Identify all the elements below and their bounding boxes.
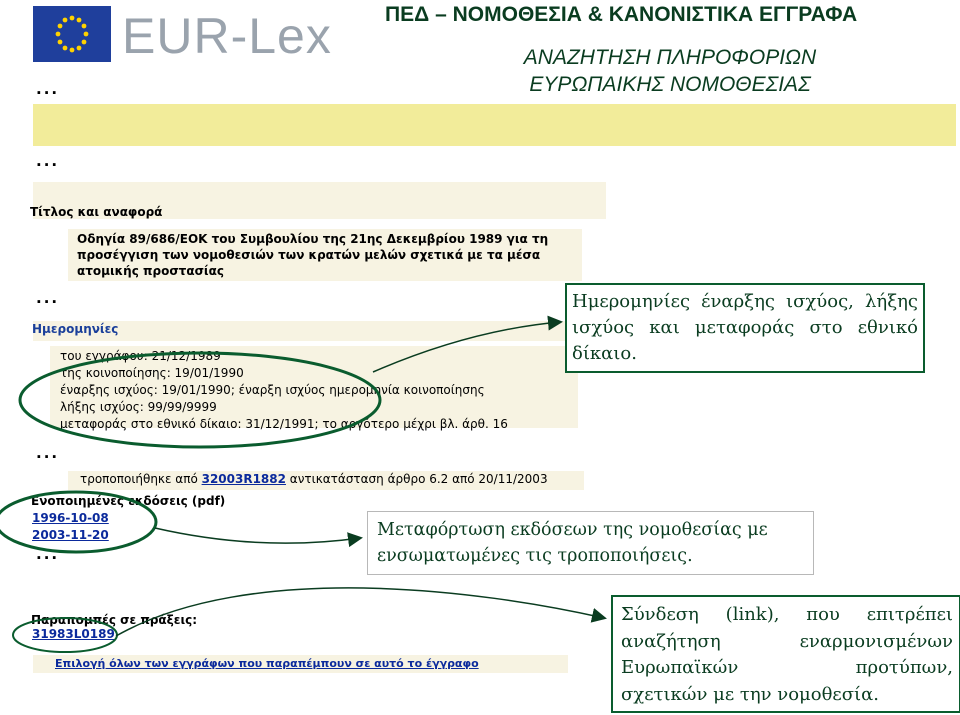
link-callout-line: Ευρωπαϊκών προτύπων, bbox=[621, 657, 953, 678]
eur-lex-logo bbox=[122, 6, 332, 66]
consolidated-link-2003[interactable]: 2003-11-20 bbox=[32, 528, 109, 542]
reference-link[interactable]: 31983L0189 bbox=[32, 627, 115, 641]
subtitle-line-1: ΑΝΑΖΗΤΗΣΗ ΠΛΗΡΟΦΟΡΙΩΝ bbox=[523, 46, 817, 69]
dates-callout-text: Ημερομηνίες έναρξης ισχύος, λήξης ισχύος και μεταφοράς στο εθνικό δίκαιο. bbox=[572, 291, 918, 364]
dates-block bbox=[50, 346, 578, 431]
title-line: ατομικής προστασίας bbox=[77, 264, 224, 278]
eu-flag-icon bbox=[33, 6, 111, 62]
ellipsis: ... bbox=[36, 545, 60, 563]
consolidated-link-1996[interactable]: 1996-10-08 bbox=[32, 511, 109, 525]
link-callout-line: αναζήτηση εναρμονισμένων bbox=[621, 630, 953, 652]
date-notification: της κοινοποίησης: 19/01/1990 bbox=[60, 366, 244, 380]
date-entry-into-force: έναρξης ισχύος: 19/01/1990; έναρξη ισχύος ημερομηνία κοινοποίησης bbox=[60, 383, 485, 397]
logo-text: EUR-Lex bbox=[122, 8, 332, 64]
references-heading: Παραπομπές σε πράξεις: bbox=[31, 613, 198, 627]
dates-callout bbox=[565, 283, 925, 373]
amendment-suffix: αντικατάσταση άρθρο 6.2 από 20/11/2003 bbox=[285, 472, 548, 486]
ellipsis: ... bbox=[36, 80, 60, 98]
consolidated-heading: Ενοποιημένες εκδόσεις (pdf) bbox=[31, 494, 226, 508]
link-callout bbox=[611, 595, 960, 713]
subtitle-line-2: ΕΥΡΩΠΑΙΚΗΣ ΝΟΜΟΘΕΣΙΑΣ bbox=[529, 73, 811, 96]
title-line: Οδηγία 89/686/ΕΟΚ του Συμβουλίου της 21ης Δεκεμβρίου 1989 για τη bbox=[77, 232, 549, 246]
ellipsis: ... bbox=[36, 289, 60, 307]
link-callout-line: Σύνδεση (link), που επιτρέπει bbox=[621, 604, 953, 625]
amendment-row bbox=[68, 471, 584, 490]
amendment-prefix: τροποποιήθηκε από bbox=[80, 472, 202, 486]
amendment-link[interactable]: 32003R1882 bbox=[201, 472, 286, 486]
title-section-heading: Τίτλος και αναφορά bbox=[30, 205, 163, 219]
ellipsis: ... bbox=[36, 152, 60, 170]
page-title: ΠΕΔ – ΝΟΜΟΘΕΣΙΑ & ΚΑΝΟΝΙΣΤΙΚΑ ΕΓΓΡΑΦΑ bbox=[385, 3, 858, 26]
link-callout-line: σχετικών με την νομοθεσία. bbox=[621, 683, 879, 705]
date-end-of-validity: λήξης ισχύος: 99/99/9999 bbox=[60, 400, 217, 414]
page-subtitle bbox=[470, 44, 870, 98]
date-document: του εγγράφου: 21/12/1989 bbox=[60, 349, 221, 363]
title-text-block bbox=[68, 229, 582, 281]
transposition-callout-text: Μεταφόρτωση εκδόσεων της νομοθεσίας με ενσωματωμένες τις τροποποιήσεις. bbox=[377, 520, 768, 566]
reference-arrow bbox=[116, 588, 604, 636]
title-line: προσέγγιση των νομοθεσιών των κρατών μελών σχετικά με τα μέσα bbox=[77, 248, 541, 262]
ellipsis: ... bbox=[36, 444, 60, 462]
header-banner bbox=[33, 104, 956, 146]
select-all-referencing-link[interactable]: Επιλογή όλων των εγγράφων που παραπέμπουν σε αυτό το έγγραφο bbox=[55, 657, 479, 670]
consolidated-arrow bbox=[155, 528, 360, 543]
date-transposition: μεταφοράς στο εθνικό δίκαιο: 31/12/1991; το αργότερο μέχρι βλ. άρθ. 16 bbox=[60, 417, 508, 431]
dates-section-heading: Ημερομηνίες bbox=[32, 322, 119, 336]
